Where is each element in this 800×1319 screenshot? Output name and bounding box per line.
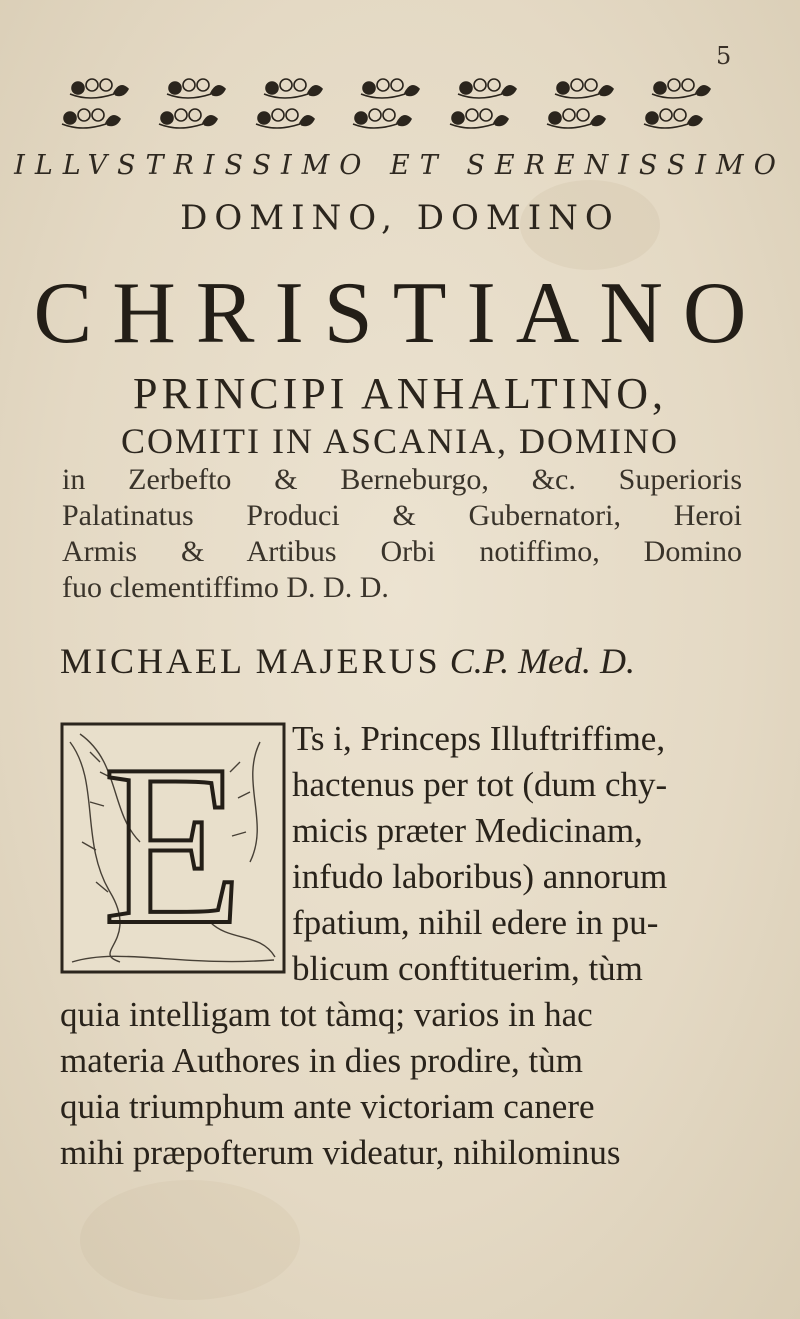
dedicatee-title-comiti: COMITI IN ASCANIA, DOMINO bbox=[121, 421, 679, 461]
dedication-body-line: in Zerbefto & Berneburgo, &c. Superioris bbox=[62, 463, 742, 496]
text-line: Ts i, Princeps Illuftriffime, bbox=[292, 719, 666, 758]
fleuron-icon bbox=[652, 79, 710, 98]
dedication-heading: ILLVSTRISSIMO ET SERENISSIMO bbox=[14, 150, 786, 181]
text-line: micis prӕter Medicinam, bbox=[292, 811, 643, 850]
text-line: hactenus per tot (dum chy- bbox=[292, 765, 668, 804]
fleuron-icon bbox=[256, 109, 314, 128]
fleuron-icon bbox=[547, 109, 605, 128]
fleuron-icon bbox=[353, 109, 411, 128]
fleuron-icon bbox=[555, 79, 613, 98]
dedicatee-name: CHRISTIANO bbox=[33, 265, 767, 362]
fleuron-icon bbox=[264, 79, 322, 98]
dedication-body bbox=[62, 462, 742, 606]
text-line: quia triumphum ante victoriam canere bbox=[60, 1087, 595, 1126]
fleuron-icon bbox=[644, 109, 702, 128]
fleuron-icon bbox=[159, 109, 217, 128]
fleuron-icon bbox=[361, 79, 419, 98]
fleuron-icon bbox=[62, 109, 120, 128]
author-signature bbox=[60, 640, 750, 682]
dedicatee-title-principi: PRINCIPI ANHALTINO, bbox=[133, 369, 667, 418]
author-name: MICHAEL MAJERUS bbox=[60, 641, 441, 681]
fleuron-band-icon bbox=[52, 68, 732, 136]
text-line: materia Authores in dies prodire, tùm bbox=[60, 1041, 583, 1080]
initial-letter: E bbox=[102, 722, 244, 972]
text-line: infudo laboribus) annorum bbox=[292, 857, 668, 896]
text-line: mihi prӕpofterum videatur, nihilominus bbox=[60, 1133, 621, 1172]
text-line: quia intelligam tot tàmq; varios in hac bbox=[60, 995, 593, 1034]
fleuron-icon bbox=[70, 79, 128, 98]
dedication-body-line: Palatinatus Produci & Gubernatori, Heroi bbox=[62, 499, 742, 532]
paper-stain bbox=[80, 1180, 300, 1300]
text-line: blicum conftituerim, tùm bbox=[292, 949, 643, 988]
dedication-domino-line: DOMINO, DOMINO bbox=[180, 198, 620, 238]
fleuron-icon bbox=[167, 79, 225, 98]
body-text bbox=[60, 716, 748, 1176]
page-number: 5 bbox=[716, 42, 732, 70]
dedication-body-line: fuo clementiffimo D. D. D. bbox=[62, 571, 389, 604]
text-line: fpatium, nihil edere in pu- bbox=[292, 903, 659, 942]
fleuron-icon bbox=[450, 109, 508, 128]
dedication-body-line: Armis & Artibus Orbi notiffimo, Domino bbox=[62, 535, 742, 568]
fleuron-icon bbox=[458, 79, 516, 98]
author-degree: C.P. Med. D. bbox=[449, 641, 636, 681]
